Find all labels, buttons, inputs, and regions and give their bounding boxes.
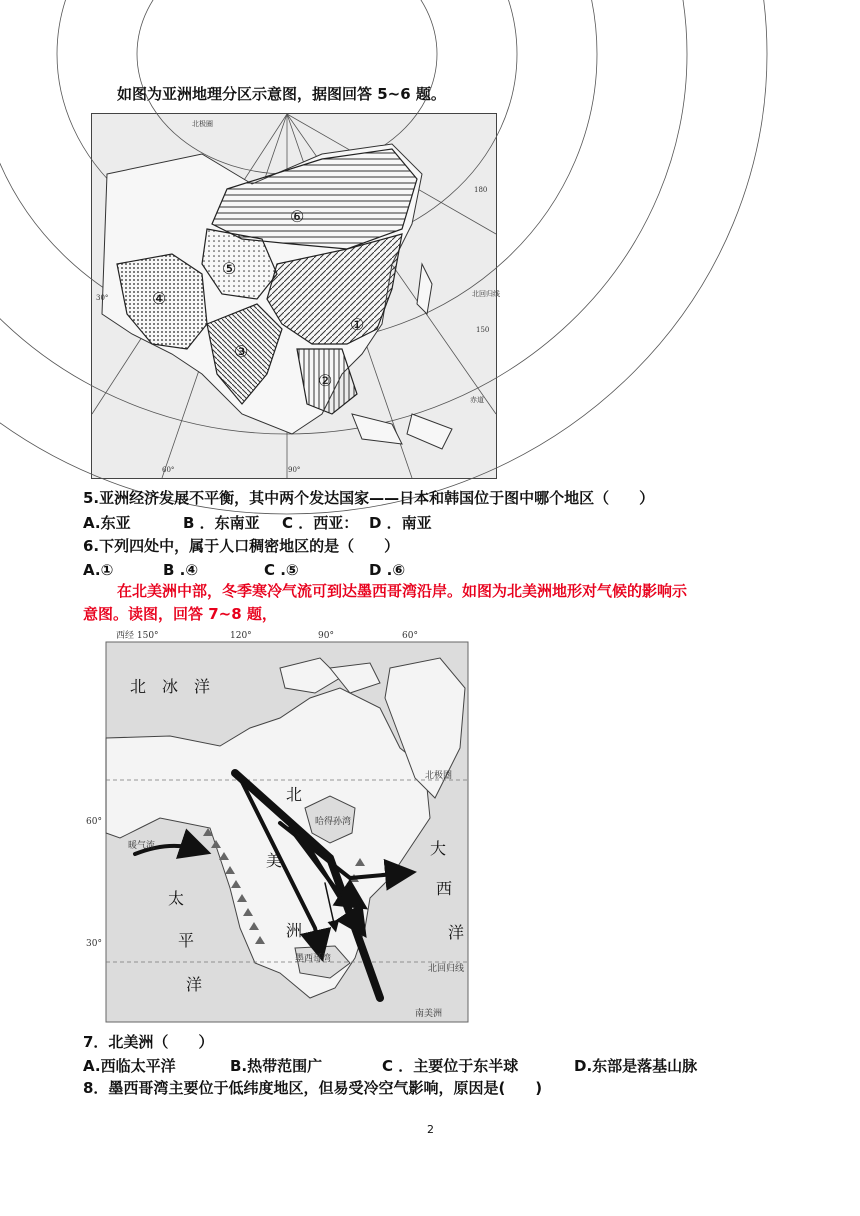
region-label-6: ⑥: [290, 207, 305, 226]
continent-char-1: 北: [286, 785, 303, 804]
region-label-3: ③: [234, 342, 249, 361]
lon-label-120: 120°: [230, 631, 252, 641]
lat-label-30: 30°: [96, 294, 109, 302]
hudson-bay-label: 哈得孙湾: [315, 817, 352, 827]
q5-option-b[interactable]: B ．东南亚: [183, 514, 260, 532]
asia-region-map: [91, 113, 500, 479]
south-america-label: 南美洲: [415, 1009, 443, 1019]
atlantic-char-1: 大: [430, 839, 447, 858]
lat-label-30: 30°: [86, 939, 102, 949]
q8-stem: 8．墨西哥湾主要位于低纬度地区，但易受冷空气影响，原因是( ): [83, 1079, 543, 1097]
q6-stem: 6.下列四处中，属于人口稠密地区的是（ ）: [83, 537, 400, 555]
intro-q7-8-line2: 意图。读图，回答 7~8 题，: [83, 605, 277, 623]
region-label-5: ⑤: [222, 259, 237, 278]
q6-option-d[interactable]: D .⑥: [369, 561, 406, 579]
lon-label-90: 90°: [318, 631, 334, 641]
page-number: 2: [427, 1123, 434, 1136]
gulf-label: 墨西哥湾: [295, 954, 332, 964]
q7-option-d[interactable]: D.东部是落基山脉: [574, 1057, 698, 1075]
continent-char-3: 洲: [286, 921, 303, 940]
lon-label-150: 150: [476, 326, 490, 334]
q5-option-c[interactable]: C ．西亚：: [282, 514, 359, 532]
intro-q7-8-line1: 在北美洲中部，冬季寒冷气流可到达墨西哥湾沿岸。如图为北美洲地形对气候的影响示: [117, 582, 688, 600]
lon-label-60: 60°: [402, 631, 418, 641]
atlantic-char-2: 西: [436, 879, 453, 898]
lon-label-180: 180: [474, 186, 488, 194]
q5-stem: 5.亚洲经济发展不平衡，其中两个发达国家——日本和韩国位于图中哪个地区（ ）: [83, 489, 655, 507]
tropic-label: 北回归线: [428, 964, 465, 974]
tropic-label: 北回归线: [472, 290, 500, 298]
lon-label-60: 60°: [162, 466, 175, 474]
pacific-char-1: 太: [168, 889, 185, 908]
lon-label-90: 90°: [288, 466, 301, 474]
q7-option-a[interactable]: A.西临太平洋: [83, 1057, 176, 1075]
airflow-label: 暖气流: [128, 841, 156, 851]
lat-label-60: 60°: [86, 817, 102, 827]
region-label-2: ②: [318, 371, 333, 390]
continent-char-2: 美: [266, 851, 283, 870]
asia-map-figure: [92, 114, 500, 478]
pacific-char-3: 洋: [186, 975, 203, 994]
arctic-circle-label: 北极圈: [192, 120, 213, 128]
q6-option-c[interactable]: C .⑤: [264, 561, 299, 579]
pacific-char-2: 平: [178, 931, 195, 950]
q7-option-b[interactable]: B.热带范围广: [230, 1057, 323, 1075]
q5-option-a[interactable]: A.东亚: [83, 514, 131, 532]
na-map-figure: [80, 628, 480, 1028]
region-label-1: ①: [350, 315, 365, 334]
arctic-ocean-label: 北 冰 洋: [130, 677, 211, 696]
equator-label: 赤道: [470, 396, 484, 404]
arctic-circle-label: 北极圈: [425, 771, 453, 781]
q6-option-b[interactable]: B .④: [163, 561, 199, 579]
region-label-4: ④: [152, 289, 167, 308]
lon-label-150w: 西经 150°: [116, 631, 159, 641]
q7-option-c[interactable]: C ．主要位于东半球: [382, 1057, 519, 1075]
north-america-map: [80, 628, 480, 1028]
q6-option-a[interactable]: A.①: [83, 561, 114, 579]
intro-q5-6: 如图为亚洲地理分区示意图，据图回答 5~6 题。: [117, 85, 446, 103]
q5-option-d[interactable]: D ．南亚: [369, 514, 432, 532]
q7-stem: 7．北美洲（ ）: [83, 1033, 214, 1051]
atlantic-char-3: 洋: [448, 923, 465, 942]
